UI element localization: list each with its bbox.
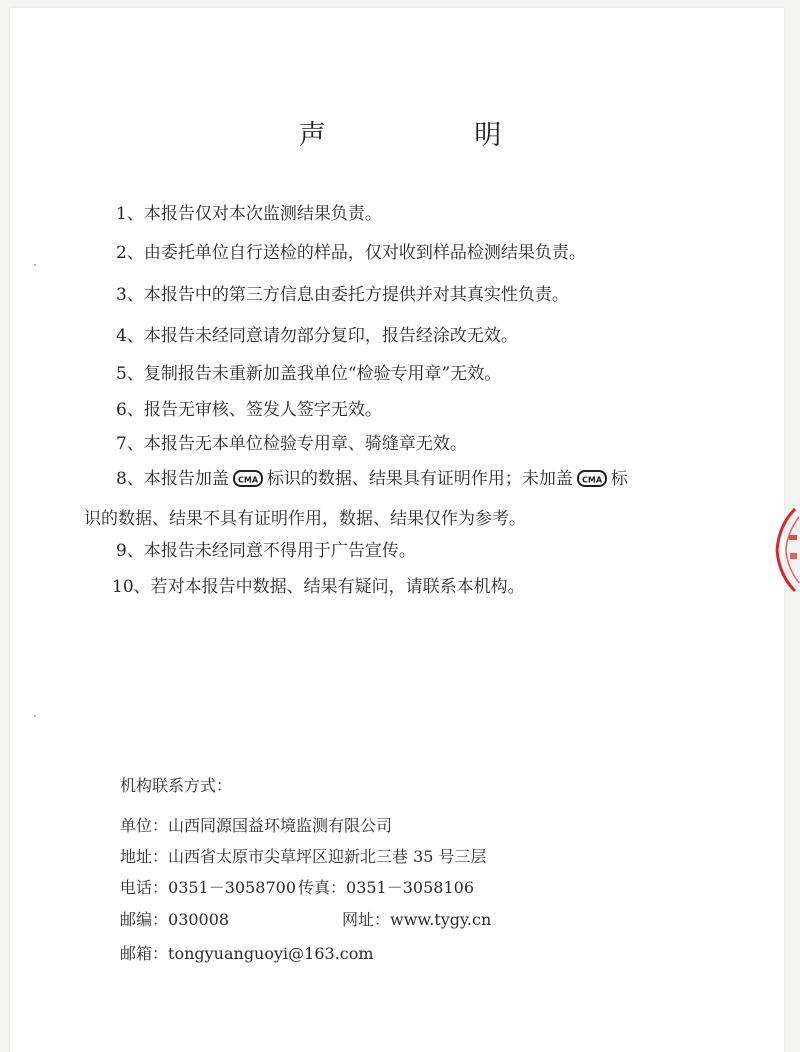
contact-value: 0351－3058700 bbox=[168, 878, 296, 897]
contact-label: 网址： bbox=[342, 910, 391, 929]
contact-label: 邮箱： bbox=[120, 944, 169, 963]
contact-heading: 机构联系方式： bbox=[120, 776, 233, 795]
contact-value: www.tygy.cn bbox=[390, 910, 492, 929]
scan-speck bbox=[34, 715, 36, 717]
statement-item bbox=[116, 324, 518, 348]
statement-item bbox=[116, 283, 569, 307]
statement-number: 1、 bbox=[116, 204, 144, 224]
page-title: 声 明 bbox=[298, 120, 572, 151]
statement-text: 本报告未经同意不得用于广告宣传。 bbox=[143, 541, 416, 561]
statement-number: 3、 bbox=[116, 285, 144, 305]
statement-number: 4、 bbox=[116, 326, 144, 346]
statement-text: 本报告无本单位检验专用章、骑缝章无效。 bbox=[143, 434, 467, 454]
statement-number: 7、 bbox=[116, 434, 144, 454]
contact-unit bbox=[120, 815, 392, 837]
statement-number: 5、 bbox=[116, 364, 144, 384]
contact-value: 山西省太原市尖草坪区迎新北三巷 35 号三层 bbox=[168, 847, 487, 866]
statement-text: 本报告加盖 bbox=[143, 469, 229, 489]
contact-label: 地址： bbox=[120, 847, 169, 866]
cma-mark-label: CMA bbox=[581, 475, 602, 485]
statement-item bbox=[116, 202, 382, 226]
contact-address bbox=[120, 846, 487, 868]
statement-number: 10、 bbox=[112, 577, 151, 597]
contact-email bbox=[120, 943, 374, 965]
contact-postcode bbox=[120, 909, 229, 931]
statement-item bbox=[116, 362, 501, 386]
statement-text: 若对本报告中数据、结果有疑问，请联系本机构。 bbox=[150, 577, 525, 597]
contact-value: tongyuanguoyi@163.com bbox=[168, 944, 374, 963]
statement-item bbox=[116, 432, 467, 456]
contact-label: 传真： bbox=[298, 878, 347, 897]
contact-website bbox=[342, 909, 491, 931]
statement-item bbox=[112, 575, 525, 599]
statement-item bbox=[116, 467, 628, 491]
statement-item bbox=[116, 539, 416, 563]
statement-number: 9、 bbox=[116, 541, 144, 561]
contact-label: 电话： bbox=[120, 878, 169, 897]
contact-label: 邮编： bbox=[120, 910, 169, 929]
contact-value: 山西同源国益环境监测有限公司 bbox=[168, 816, 393, 835]
statement-text: 标 bbox=[610, 469, 628, 489]
statement-text: 标识的数据、结果具有证明作用；未加盖 bbox=[266, 469, 573, 489]
seal-stamp-icon bbox=[773, 505, 800, 595]
statement-text: 本报告仅对本次监测结果负责。 bbox=[143, 204, 382, 224]
statement-item bbox=[116, 398, 382, 422]
statement-text: 本报告未经同意请勿部分复印，报告经涂改无效。 bbox=[143, 326, 518, 346]
cma-mark-icon bbox=[577, 470, 607, 487]
statement-item bbox=[116, 241, 586, 265]
cma-mark-label: CMA bbox=[237, 475, 258, 485]
cma-mark-icon bbox=[233, 470, 263, 487]
scan-speck bbox=[34, 264, 36, 266]
statement-number: 6、 bbox=[116, 400, 144, 420]
contact-value: 0351－3058106 bbox=[346, 878, 474, 897]
statement-text: 由委托单位自行送检的样品，仅对收到样品检测结果负责。 bbox=[143, 243, 586, 263]
statement-number: 2、 bbox=[116, 243, 144, 263]
statement-text: 报告无审核、签发人签字无效。 bbox=[143, 400, 382, 420]
contact-label: 单位： bbox=[120, 816, 169, 835]
statement-text: 本报告中的第三方信息由委托方提供并对其真实性负责。 bbox=[143, 285, 569, 305]
statement-text: 复制报告未重新加盖我单位“检验专用章”无效。 bbox=[143, 364, 502, 384]
contact-value: 030008 bbox=[168, 910, 230, 929]
contact-phone bbox=[120, 877, 474, 899]
statement-item-continuation: 识的数据、结果不具有证明作用，数据、结果仅作为参考。 bbox=[84, 509, 526, 529]
statement-number: 8、 bbox=[116, 469, 144, 489]
